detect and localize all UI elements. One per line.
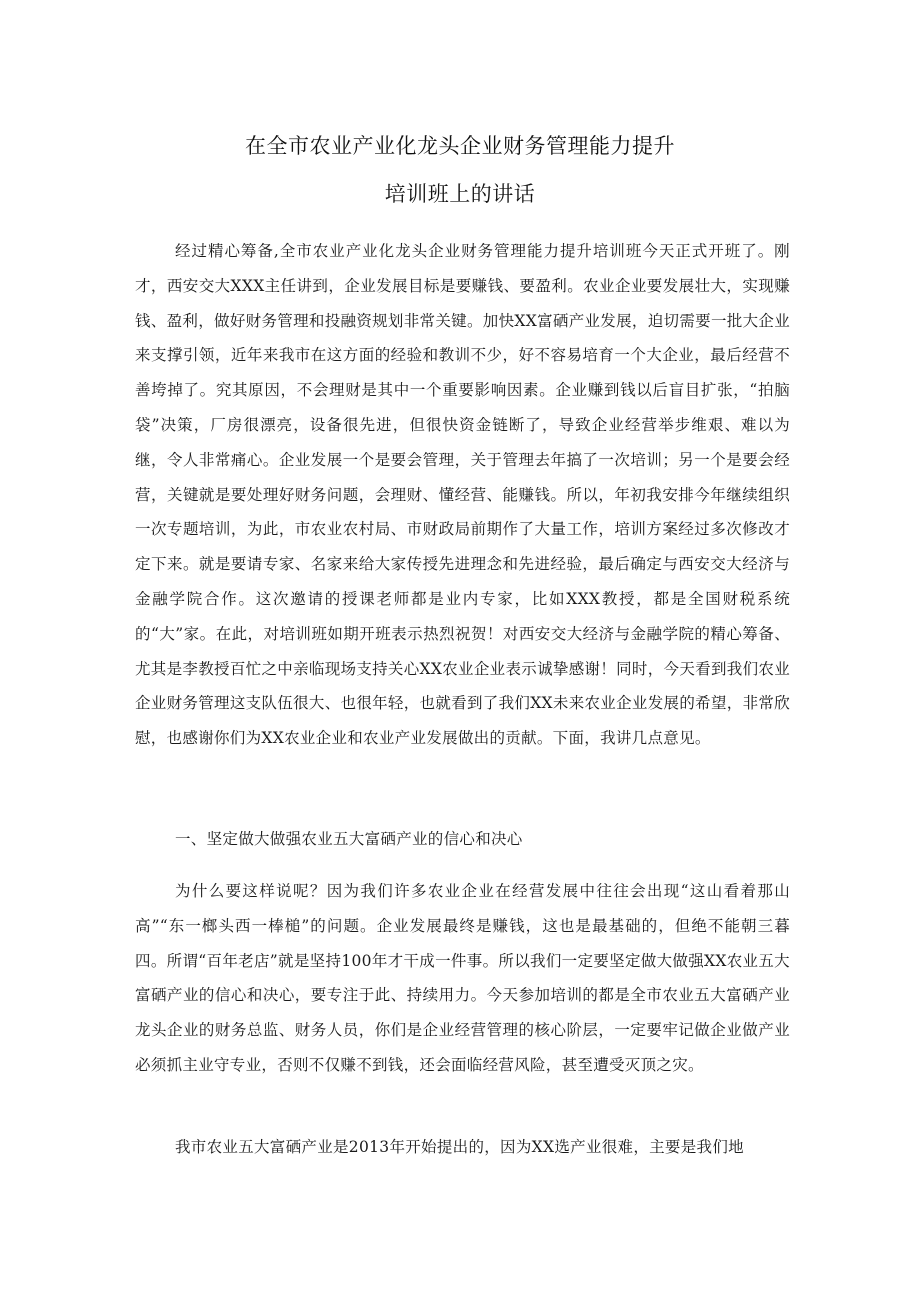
paragraph-section-1-continued: 我市农业五大富硒产业是2013年开始提出的，因为XX选产业很难，主要是我们地 [175,1138,744,1156]
document-title-line-1: 在全市农业产业化龙头企业财务管理能力提升 [245,134,675,158]
document-title-line-2: 培训班上的讲话 [384,182,536,206]
section-heading-1: 一、坚定做大做强农业五大富硒产业的信心和决心 [175,830,523,848]
paragraph-opening: 经过精心筹备,全市农业产业化龙头企业财务管理能力提升培训班今天正式开班了。刚才，西安交大XXX主任讲到，企业发展目标是要赚钱、要盈利。农业企业要发展壮大，实现赚钱、盈利，做好财务管理和投融资规划非常关键。加快XX富硒产业发展，迫切需要一批大企业来支撑引领，近年来我市在这方面的经验和教训不少，好不容易培育一个大企业，最后经营不善垮掉了。究其原因，不会理财是其中一个重要影响因素。企业赚到钱以后盲目扩张，“拍脑袋”决策，厂房很漂亮，设备很先进，但很快资金链断了，导致企业经营举步维艰、难以为继，令人非常痛心。企业发展一个是要会管理，关于管理去年搞了一次培训；另一个是要会经营，关键就是要处理好财务问题，会理财、懂经营、能赚钱。所以，年初我安排今年继续组织一次专题培训，为此，市农业农村局、市财政局前期作了大量工作，培训方案经过多次修改才定下来。就是要请专家、名家来给大家传授先进理念和先进经验，最后确定与西安交大经济与金融学院合作。这次邀请的授课老师都是业内专家，比如XXX教授，都是全国财税系统的“大”家。在此，对培训班如期开班表示热烈祝贺！对西安交大经济与金融学院的精心筹备、尤其是李教授百忙之中亲临现场支持关心XX农业企业表示诚挚感谢！同时，今天看到我们农业企业财务管理这支队伍很大、也很年轻，也就看到了我们XX未来农业企业发展的希望，非常欣慰，也感谢你们为XX农业企业和农业产业发展做出的贡献。下面，我讲几点意见。 [135,242,790,748]
paragraph-section-1: 为什么要这样说呢？因为我们许多农业企业在经营发展中往往会出现“这山看着那山高”“东一榔头西一棒槌”的问题。企业发展最终是赚钱，这也是最基础的，但绝不能朝三暮四。所谓“百年老店”就是坚持100年才干成一件事。所以我们一定要坚定做大做强XX农业五大富硒产业的信心和决心，要专注于此、持续用力。今天参加培训的都是全市农业五大富硒产业龙头企业的财务总监、财务人员，你们是企业经营管理的核心阶层，一定要牢记做企业做产业必须抓主业守专业，否则不仅赚不到钱，还会面临经营风险，甚至遭受灭顶之灾。 [135,882,790,1074]
